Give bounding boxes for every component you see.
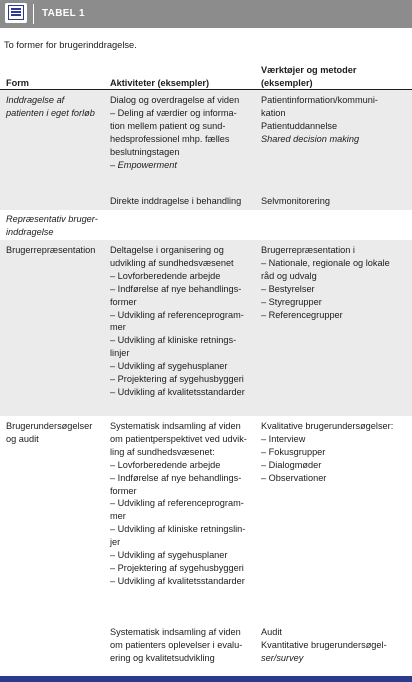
row2-aktiviteter (110, 420, 247, 588)
vaerktoej-line: – Nationale, regionale og lokale (261, 257, 390, 268)
section1-form-line: patienten i eget forløb (6, 107, 95, 118)
aktivitet-line: former (110, 296, 137, 307)
aktivitet-line: – Projektering af sygehusbyggeri (110, 374, 244, 385)
vaerktoej-line: Shared decision making (261, 133, 360, 144)
vaerktoej-line: – Interview (261, 433, 306, 444)
vaerktoej-line: Patientinformation/kommuni- (261, 95, 378, 105)
table-title: TABEL 1 (42, 8, 85, 19)
vaerktoej-line: – Referencegrupper (261, 309, 343, 320)
aktivitet-line: – Lovforberedende arbejde (110, 270, 221, 281)
column-header-vaerktoejer-line2: (eksempler) (261, 78, 313, 88)
row1-vaerktoejer (261, 244, 390, 321)
header-divider (33, 4, 34, 24)
section2-title-line: Repræsentativ bruger- (6, 214, 98, 224)
aktivitet-line: beslutningstagen (110, 146, 180, 157)
vaerktoej-line: Audit (261, 627, 282, 637)
section1-aktivitet-direkte: Direkte inddragelse i behandling (110, 196, 242, 206)
table-icon (5, 3, 27, 23)
aktivitet-line: ling af sundhedsvæsenet: (110, 446, 215, 457)
row2-vaerktoejer (261, 420, 393, 485)
aktivitet-line: mer (110, 322, 126, 333)
aktivitet-line: Dialog og overdragelse af viden (110, 95, 240, 105)
column-header-aktiviteter: Aktiviteter (eksempler) (110, 78, 210, 88)
column-header-vaerktoejer (261, 64, 356, 90)
column-header-form: Form (6, 78, 29, 88)
row2-vaerktoejer-2 (261, 626, 387, 665)
section1-aktiviteter (110, 94, 239, 171)
section1-form (6, 94, 95, 120)
section2-title (6, 213, 98, 239)
aktivitet-line: Systematisk indsamling af viden (110, 627, 241, 637)
aktivitet-line: om patienters oplevelser i evalu- (110, 639, 243, 650)
vaerktoej-line: kation (261, 107, 286, 118)
row1-aktiviteter (110, 244, 245, 399)
aktivitet-line: om patientperspektivet ved udvik- (110, 433, 247, 444)
aktivitet-line: Deltagelse i organisering og (110, 245, 224, 255)
aktivitet-line: – Indførelse af nye behandlings- (110, 283, 242, 294)
vaerktoej-line: Kvalitative brugerundersøgelser: (261, 421, 394, 431)
aktivitet-line: jer (110, 537, 121, 548)
section1-form-line: Inddragelse af (6, 95, 65, 105)
vaerktoej-line: råd og udvalg (261, 270, 317, 281)
vaerktoej-line: – Fokusgrupper (261, 446, 326, 457)
aktivitet-line: – Projektering af sygehusbyggeri (110, 562, 244, 573)
row2-aktiviteter-2 (110, 626, 242, 665)
aktivitet-line: mer (110, 511, 126, 522)
section2-title-line: inddragelse (6, 226, 54, 237)
aktivitet-line: – Deling af værdier og informa- (110, 107, 237, 118)
vaerktoej-line: – Observationer (261, 472, 327, 483)
aktivitet-line: udvikling af sundhedsvæsenet (110, 257, 234, 268)
vaerktoej-line: – Bestyrelser (261, 283, 315, 294)
row1-form: Brugerrepræsentation (6, 245, 96, 255)
aktivitet-line: – Udvikling af kliniske retnings- (110, 335, 237, 346)
row2-form (6, 420, 92, 446)
aktivitet-line: – Udvikling af referenceprogram- (110, 309, 244, 320)
aktivitet-line: former (110, 485, 137, 496)
aktivitet-line: – Udvikling af sygehusplaner (110, 361, 228, 372)
aktivitet-line: linjer (110, 348, 130, 359)
vaerktoej-line: Patientuddannelse (261, 120, 338, 131)
table-caption: To former for brugerinddragelse. (4, 40, 137, 50)
aktivitet-line: – Udvikling af kvalitetsstandarder (110, 386, 245, 397)
bottom-accent-bar (0, 676, 412, 682)
vaerktoej-line: ser/survey (261, 652, 304, 663)
aktivitet-line: – Empowerment (110, 159, 177, 170)
vaerktoej-line: – Styregrupper (261, 296, 322, 307)
vaerktoej-line: Brugerrepræsentation i (261, 245, 355, 255)
aktivitet-line: Systematisk indsamling af viden (110, 421, 241, 431)
aktivitet-line: – Lovforberedende arbejde (110, 459, 221, 470)
aktivitet-line: hedsprofessionel mhp. fælles (110, 133, 230, 144)
column-header-vaerktoejer-line1: Værktøjer og metoder (261, 65, 357, 75)
aktivitet-line: – Udvikling af referenceprogram- (110, 498, 244, 509)
aktivitet-line: ering og kvalitetsudvikling (110, 652, 215, 663)
vaerktoej-line: Kvantitative brugerundersøgel- (261, 639, 387, 650)
aktivitet-line: – Udvikling af kvalitetsstandarder (110, 575, 245, 586)
section1-vaerktoejer (261, 94, 378, 146)
row2-form-line: og audit (6, 433, 39, 444)
row2-form-line: Brugerundersøgelser (6, 421, 93, 431)
section1-vaerktoej-selvmonitorering: Selvmonitorering (261, 196, 330, 206)
aktivitet-line: – Indførelse af nye behandlings- (110, 472, 242, 483)
table-header-bar (0, 0, 412, 28)
vaerktoej-line: – Dialogmøder (261, 459, 322, 470)
aktivitet-line: – Udvikling af kliniske retningslin- (110, 524, 246, 535)
aktivitet-line: tion mellem patient og sund- (110, 120, 226, 131)
aktivitet-line: – Udvikling af sygehusplaner (110, 550, 228, 561)
